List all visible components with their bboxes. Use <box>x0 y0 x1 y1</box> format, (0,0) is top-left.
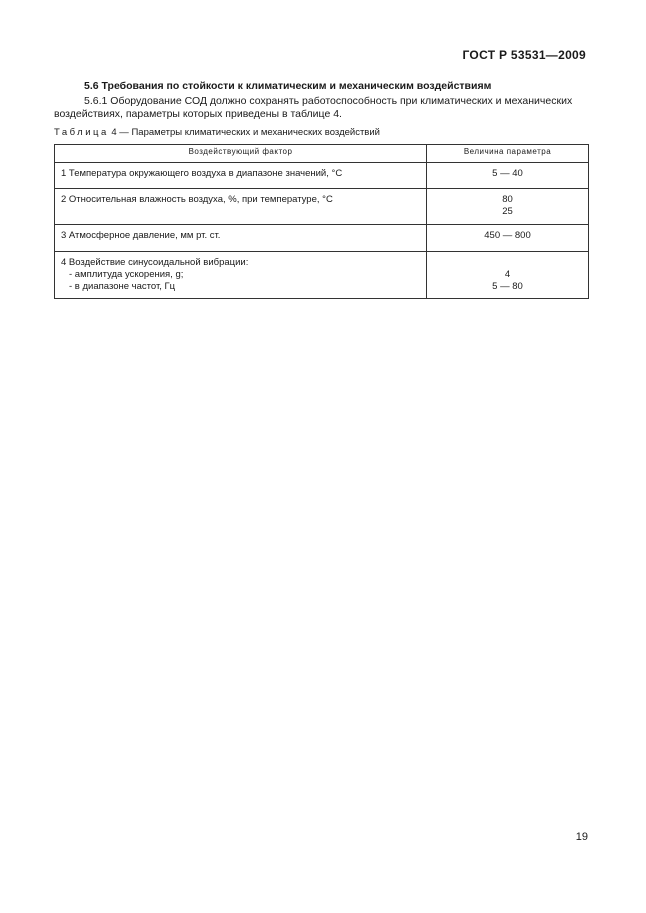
table-caption <box>54 127 380 138</box>
table-row <box>55 163 589 189</box>
value-cell <box>427 252 589 299</box>
table-caption-label: Таблица <box>54 127 109 138</box>
factor-title: 4 Воздействие синусоидальной вибрации: <box>61 257 249 268</box>
section-title: 5.6 Требования по стойкости к климатическим и механическим воздействиям <box>84 80 492 92</box>
value-cell: 5 — 40 <box>427 163 589 189</box>
section-paragraph <box>54 95 589 121</box>
value-line: 4 <box>504 269 511 280</box>
factor-cell: 2 Относительная влажность воздуха, %, при температуре, °С <box>55 189 427 225</box>
document-header: ГОСТ Р 53531—2009 <box>462 48 586 62</box>
table-caption-text: 4 — Параметры климатических и механических воздействий <box>108 127 380 138</box>
column-header-value: Величина параметра <box>427 145 589 163</box>
factor-sub-item: - в диапазоне частот, Гц <box>69 281 176 292</box>
factor-sub-item: - амплитуда ускорения, g; <box>69 269 184 280</box>
value-cell <box>427 189 589 225</box>
page-number: 19 <box>575 831 588 843</box>
table-header-row <box>55 145 589 163</box>
table-row <box>55 252 589 299</box>
factor-cell: 1 Температура окружающего воздуха в диапазоне значений, °С <box>55 163 427 189</box>
factor-cell <box>55 252 427 299</box>
column-header-factor: Воздействующий фактор <box>55 145 427 163</box>
value-cell: 450 — 800 <box>427 225 589 252</box>
value-line: 5 — 80 <box>492 281 523 292</box>
value-line: 25 <box>502 206 513 217</box>
parameters-table <box>54 144 589 299</box>
table-row <box>55 225 589 252</box>
table-row <box>55 189 589 225</box>
factor-cell: 3 Атмосферное давление, мм рт. ст. <box>55 225 427 252</box>
value-line: 80 <box>502 194 513 205</box>
paragraph-text: 5.6.1 Оборудование СОД должно сохранять работоспособность при климатических и механических воздействиях, параметры которых приведены в таблице 4. <box>54 95 573 120</box>
